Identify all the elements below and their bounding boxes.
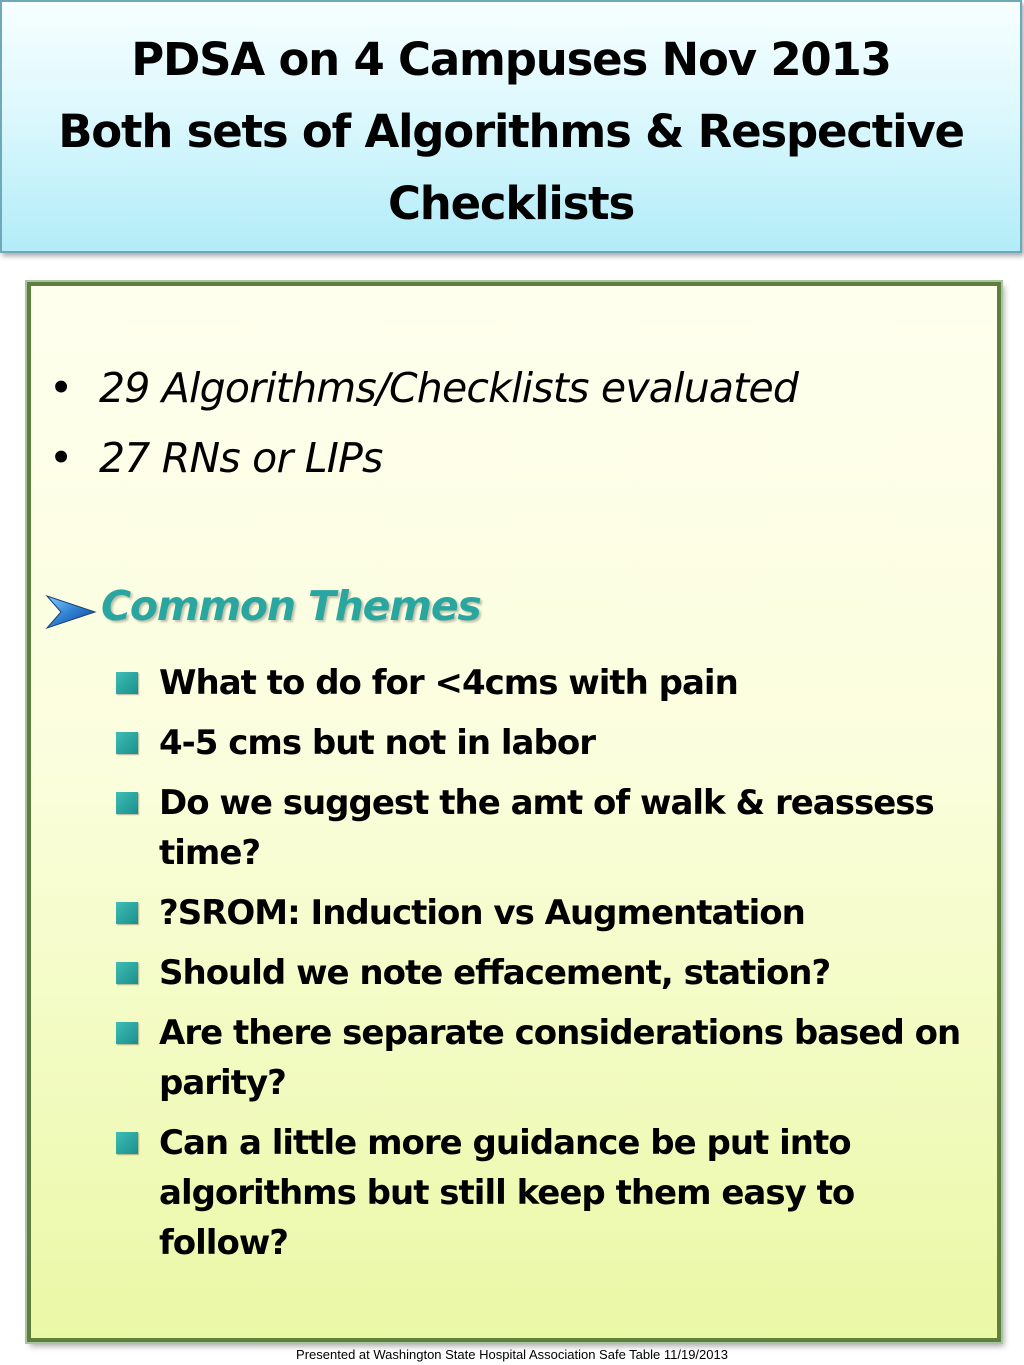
list-item [116, 888, 986, 938]
list-item [116, 778, 986, 878]
footer-note: Presented at Washington State Hospital Association Safe Table 11/19/2013 [296, 1347, 728, 1362]
list-item [116, 658, 986, 708]
square-bullet-icon [116, 1022, 138, 1044]
theme-text: Can a little more guidance be put into algorithms but still keep them easy to follow? [159, 1123, 855, 1263]
theme-text: 4-5 cms but not in labor [159, 723, 595, 763]
list-item [116, 1118, 986, 1268]
list-item [116, 948, 986, 998]
title-line-3: Checklists [387, 177, 635, 230]
square-bullet-icon [116, 1132, 138, 1154]
theme-text: ?SROM: Induction vs Augmentation [159, 893, 805, 933]
bullet-item [49, 364, 798, 412]
theme-text: Should we note effacement, station? [159, 953, 831, 993]
bullet-dot-icon: • [49, 434, 73, 482]
square-bullet-icon [116, 902, 138, 924]
theme-text: Are there separate considerations based on parity? [159, 1013, 961, 1103]
square-bullet-icon [116, 672, 138, 694]
list-item [116, 718, 986, 768]
theme-list [116, 658, 986, 1278]
bullet-text: 29 Algorithms/Checklists evaluated [99, 364, 799, 412]
square-bullet-icon [116, 962, 138, 984]
title-line-2: Both sets of Algorithms & Respective [58, 105, 964, 158]
list-item [116, 1008, 986, 1108]
title-banner [0, 0, 1022, 253]
theme-text: What to do for <4cms with pain [159, 663, 738, 703]
bullet-text: 27 RNs or LIPs [99, 434, 383, 482]
bullet-dot-icon: • [49, 364, 73, 412]
title-line-1: PDSA on 4 Campuses Nov 2013 [131, 33, 891, 86]
content-panel [27, 282, 1001, 1342]
square-bullet-icon [116, 732, 138, 754]
bullet-item [49, 434, 383, 482]
chevron-arrow-icon [45, 594, 97, 630]
common-themes-heading: Common Themes [101, 582, 481, 630]
square-bullet-icon [116, 792, 138, 814]
theme-text: Do we suggest the amt of walk & reassess time? [159, 783, 934, 873]
